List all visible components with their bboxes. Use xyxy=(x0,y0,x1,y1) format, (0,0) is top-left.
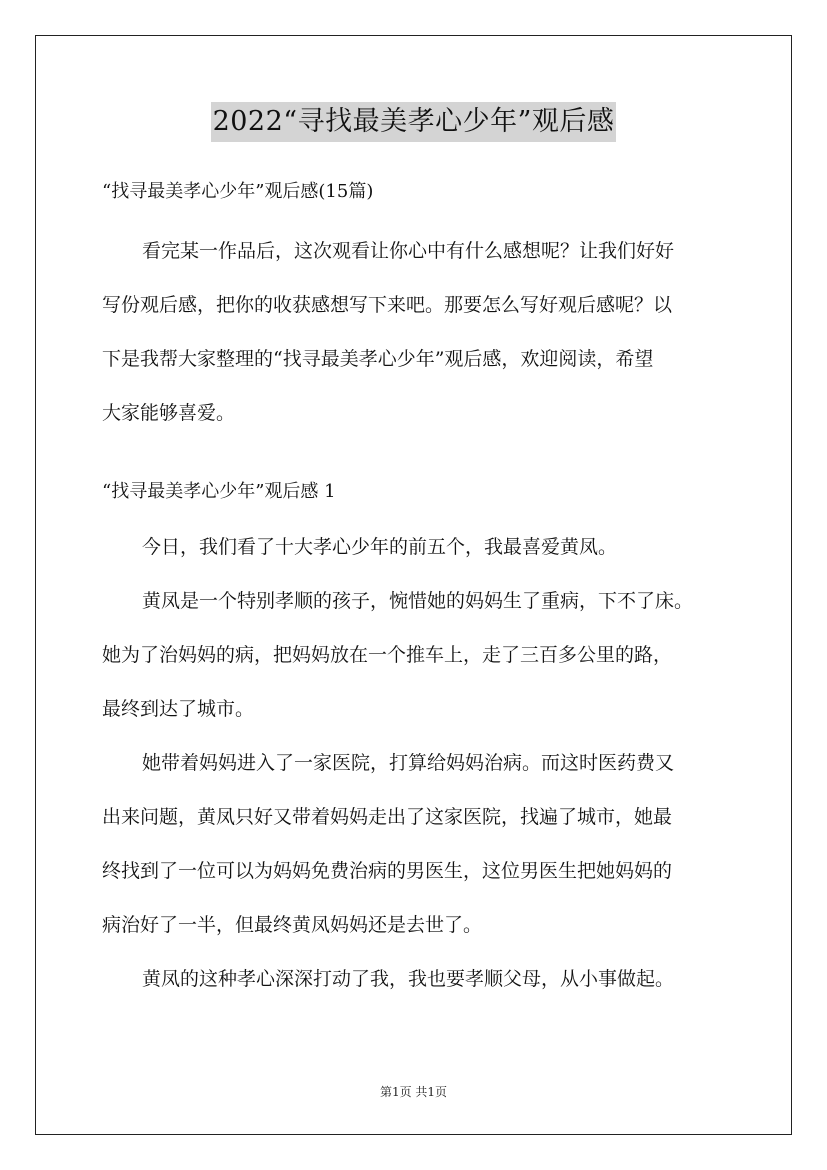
paragraph-line: 写份观后感，把你的收获感想写下来吧。那要怎么写好观后感呢？以 xyxy=(102,294,673,316)
document-subtitle: “找寻最美孝心少年”观后感(15篇) xyxy=(102,181,374,202)
paragraph-line: 黄凤的这种孝心深深打动了我，我也要孝顺父母，从小事做起。 xyxy=(142,968,675,990)
paragraph-line: 下是我帮大家整理的“找寻最美孝心少年”观后感，欢迎阅读，希望 xyxy=(102,348,654,370)
paragraph-line: 大家能够喜爱。 xyxy=(102,402,236,424)
document-title: 2022“寻找最美孝心少年”观后感 xyxy=(211,102,617,142)
paragraph-line: 终找到了一位可以为妈妈免费治病的男医生，这位男医生把她妈妈的 xyxy=(102,860,673,882)
paragraph-line: 看完某一作品后，这次观看让你心中有什么感想呢？让我们好好 xyxy=(142,240,675,262)
page-footer: 第1页 共1页 xyxy=(379,1085,448,1099)
paragraph-line: 病治好了一半，但最终黄凤妈妈还是去世了。 xyxy=(102,914,483,936)
paragraph-line: 她为了治妈妈的病，把妈妈放在一个推车上，走了三百多公里的路， xyxy=(102,644,673,666)
document-body xyxy=(102,174,742,1006)
paragraph-line: 最终到达了城市。 xyxy=(102,698,255,720)
title-container xyxy=(0,102,827,142)
section-title: “找寻最美孝心少年”观后感 1 xyxy=(102,481,336,502)
paragraph-line: 出来问题，黄凤只好又带着妈妈走出了这家医院，找遍了城市，她最 xyxy=(102,806,673,828)
paragraph-line: 她带着妈妈进入了一家医院，打算给妈妈治病。而这时医药费又 xyxy=(142,752,675,774)
paragraph-line: 黄凤是一个特别孝顺的孩子，惋惜她的妈妈生了重病，下不了床。 xyxy=(142,590,694,612)
paragraph-line: 今日，我们看了十大孝心少年的前五个，我最喜爱黄凤。 xyxy=(142,536,618,558)
